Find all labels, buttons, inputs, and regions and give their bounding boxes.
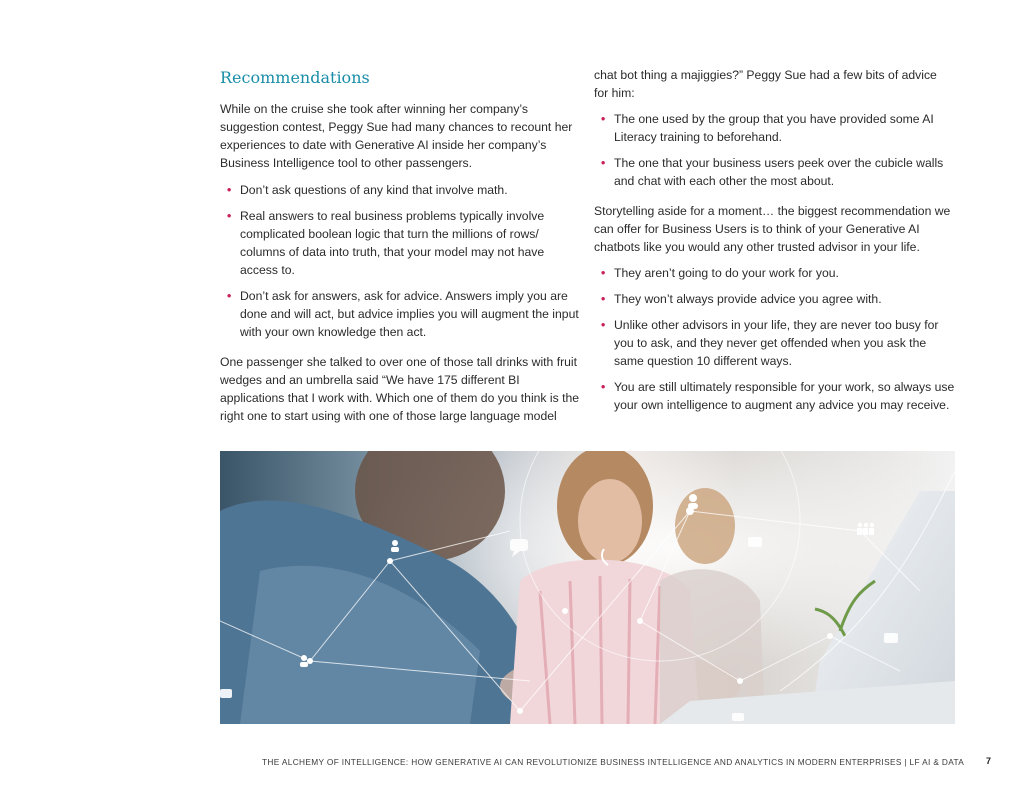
left-bullet-list — [220, 181, 580, 341]
list-item: • Don’t ask for answers, ask for advice. Answers imply you are done and will act, but advice implies you will augment the input with your own knowledge then act. — [220, 287, 580, 341]
list-item: • Unlike other advisors in your life, they are never too busy for you to ask, and they never get offended when you ask the same question 10 different ways. — [594, 316, 959, 370]
footer-title: THE ALCHEMY OF INTELLIGENCE: HOW GENERATIVE AI CAN REVOLUTIONIZE BUSINESS INTELLIGENCE AND ANALYTICS IN MODERN ENTERPRISES | LF AI & DATA — [262, 757, 965, 767]
list-item: • The one that your business users peek over the cubicle walls and chat with each other the most about. — [594, 154, 956, 190]
list-item: • You are still ultimately responsible for your work, so always use your own intelligence to augment any advice you may receive. — [594, 378, 959, 414]
advice-bullet-list — [594, 110, 956, 190]
list-item: • Don’t ask questions of any kind that involve math. — [220, 181, 580, 199]
passenger-paragraph: One passenger she talked to over one of those tall drinks with fruit wedges and an umbrella said “We have 175 different BI applications that I work with. Which one of them do you think is the right one to start using with one of those large language model — [220, 355, 580, 423]
intro-paragraph: While on the cruise she took after winning her company’s suggestion contest, Peggy Sue had many chances to recount her experiences to date with Generative AI inside her company’s Business Intelligence tool to other passengers. — [220, 102, 573, 170]
list-item: • Real answers to real business problems typically involve complicated boolean logic that turn the millions of rows/ columns of data into truth, that your model may not have access to. — [220, 207, 580, 279]
page-number: 7 — [986, 756, 992, 766]
list-item: • The one used by the group that you have provided some AI Literacy training to beforehand. — [594, 110, 956, 146]
list-item: • They aren’t going to do your work for you. — [594, 264, 959, 282]
recommendation-bullet-list — [594, 264, 959, 414]
continuation-paragraph: chat bot thing a majiggies?” Peggy Sue had a few bits of advice for him: — [594, 68, 937, 100]
office-team-photo — [220, 451, 955, 724]
list-item: • They won’t always provide advice you agree with. — [594, 290, 959, 308]
storytelling-paragraph: Storytelling aside for a moment… the biggest recommendation we can offer for Business Users is to think of your Generative AI chatbots like you would any other trusted advisor in your life. — [594, 204, 951, 254]
photo-illustration — [220, 451, 955, 724]
section-title: Recommendations — [220, 68, 370, 87]
